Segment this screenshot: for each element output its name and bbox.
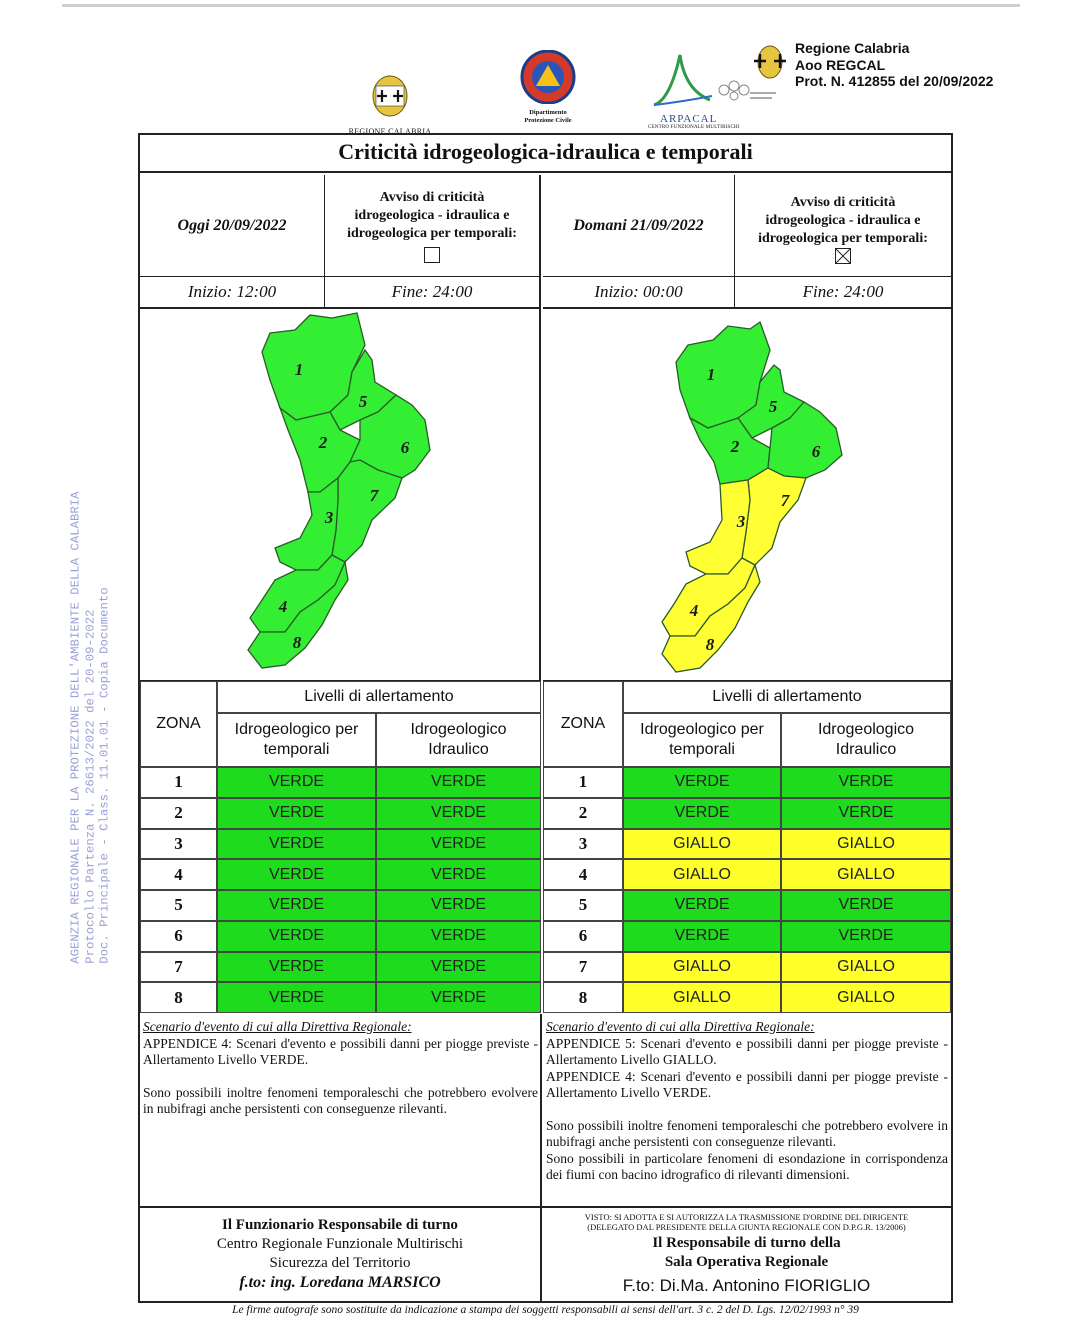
tomorrow-inizio: Inizio: 00:00 [543,277,735,309]
tomorrow-scenario-p3: Sono possibili inoltre fenomeni temporaleschi che potrebbero evolvere in nubifragi anche persistenti con conseguenze rilevanti. [546,1117,948,1149]
today-row-6-zona: 6 [140,921,217,952]
today-col1-header-line-1: Idrogeologico per [234,721,359,738]
protocol-block [795,40,993,90]
today-scenario-p1: APPENDICE 4: Scenari d'evento e possibili danni per piogge previste - Allertamento Livello VERDE. [143,1035,538,1067]
today-row-7-temporali: VERDE [217,952,376,983]
tomorrow-col1-header-line-1: Idrogeologico per [640,721,764,738]
page-title: Criticità idrogeologica-idraulica e temporali [138,133,953,173]
tomorrow-row-8-temporali: GIALLO [623,982,781,1013]
tomorrow-col1-header-line-2: temporali [669,741,735,758]
left-signature-line-3: Sicurezza del Territorio [269,1255,411,1271]
tomorrow-map-zone-7 [742,468,806,565]
tomorrow-scenario-p2: APPENDICE 4: Scenari d'evento e possibili danni per piogge previste - Allertamento Livello VERDE. [546,1068,948,1100]
stamp-line-1: AGENZIA REGIONALE PER LA PROTEZIONE DELL'AMBIENTE DELLA CALABRIA [68,491,83,964]
tomorrow-map-label-1: 1 [706,365,716,384]
today-col2-header-line-2: Idraulico [428,741,489,758]
tomorrow-map-label-7: 7 [780,491,790,510]
tomorrow-row-8-zona: 8 [543,982,623,1013]
today-avviso-line-2: idrogeologica - idraulica e [354,208,510,223]
tomorrow-col2-header-line-2: Idraulico [835,741,897,758]
tomorrow-row-6-idraulico: VERDE [781,921,951,952]
stamp-line-3: Doc. Principale - Class. 11.01.01 - Copia Documento [97,587,112,964]
today-avviso [325,175,541,277]
today-row-2-idraulico: VERDE [376,798,541,829]
today-col1-header-line-2: temporali [263,741,330,758]
arpacal-caption: CENTRO FUNZIONALE MULTIRISCHI [648,125,740,130]
tomorrow-row-3-temporali: GIALLO [623,829,781,860]
today-row-1-zona: 1 [140,767,217,798]
today-fine: Fine: 24:00 [325,277,541,309]
tomorrow-scenario-p4: Sono possibili in particolare fenomeni di esondazione in corrispondenza dei fiumi con bacino idrografico di rilevanti dimensioni. [546,1150,948,1182]
today-scenario [143,1019,538,1118]
tomorrow-row-5-idraulico: VERDE [781,890,951,921]
today-inizio: Inizio: 12:00 [140,277,325,309]
today-date-label: Oggi 20/09/2022 [140,175,325,277]
right-signature-name: F.to: Di.Ma. Antonino FIORIGLIO [622,1276,871,1295]
regione-calabria-logo [340,72,440,136]
today-avviso-line-3: idrogeologica per temporali: [347,226,517,241]
today-map-label-2: 2 [318,433,328,452]
tomorrow-row-4-zona: 4 [543,859,623,890]
tomorrow-scenario-p1: APPENDICE 5: Scenari d'evento e possibili danni per piogge previste - Allertamento Livello GIALLO. [546,1035,948,1067]
today-row-5-zona: 5 [140,890,217,921]
tomorrow-avviso-line-1: Avviso di criticità [790,195,896,210]
protezione-civile-icon [508,50,588,104]
tomorrow-col1-header [623,713,781,767]
today-map-label-6: 6 [400,438,410,457]
tomorrow-row-5-zona: 5 [543,890,623,921]
today-livelli-header: Livelli di allertamento [217,681,541,713]
scenario-divider [540,1014,542,1206]
top-divider [62,4,1020,7]
today-zona-header: ZONA [140,681,217,767]
today-row-8-zona: 8 [140,982,217,1013]
today-row-4-idraulico: VERDE [376,859,541,890]
tomorrow-row-4-idraulico: GIALLO [781,859,951,890]
arpacal-wordmark: ARPACAL [660,113,718,125]
today-map-label-5: 5 [358,392,368,411]
today-row-7-zona: 7 [140,952,217,983]
today-map-label-4: 4 [278,597,288,616]
tomorrow-avviso-line-2: idrogeologica - idraulica e [765,213,921,228]
left-signature-title: Il Funzionario Responsabile di turno [222,1217,458,1233]
tomorrow-map-label-3: 3 [736,512,746,531]
today-map-zone-7 [332,460,402,562]
today-row-3-zona: 3 [140,829,217,860]
right-signature-small-1: VISTO: SI ADOTTA E SI AUTORIZZA LA TRASMISSIONE D'ORDINE DEL DIRIGENTE [584,1212,909,1222]
left-signature-line-2: Centro Regionale Funzionale Multirischi [216,1236,464,1252]
left-signature [140,1216,540,1292]
logo-mid-caption-1: Dipartimento [529,109,567,116]
tomorrow-row-4-temporali: GIALLO [623,859,781,890]
today-map-panel [140,309,541,681]
today-scenario-heading: Scenario d'evento di cui alla Direttiva Regionale: [143,1019,412,1034]
protocol-line-2: Aoo REGCAL [795,56,886,73]
today-row-2-zona: 2 [140,798,217,829]
tomorrow-map-label-4: 4 [689,601,699,620]
protocol-line-1: Regione Calabria [795,40,910,56]
today-calabria-map [140,309,539,681]
tomorrow-avviso [735,175,951,277]
tomorrow-row-3-zona: 3 [543,829,623,860]
tomorrow-row-2-temporali: VERDE [623,798,781,829]
today-col1-header [217,713,376,767]
today-row-5-temporali: VERDE [217,890,376,921]
tomorrow-scenario [546,1019,948,1184]
calabria-small-shield-icon [750,40,790,84]
stamp-line-2: Protocollo Partenza N. 26613/2022 del 20-09-2022 [82,609,97,964]
tomorrow-map-panel [543,309,951,681]
tomorrow-map-label-2: 2 [730,437,740,456]
today-row-3-idraulico: VERDE [376,829,541,860]
tomorrow-row-7-temporali: GIALLO [623,952,781,983]
right-signature [542,1212,951,1297]
footer-note: Le firme autografe sono sostituite da indicazione a stampa dei soggetti responsabili ai sensi dell'art. 3 c. 2 del D. Lgs. 12/02/1993 n° 39 [232,1304,859,1316]
logo-mid-caption-2: Protezione Civile [524,117,572,124]
tomorrow-scenario-heading: Scenario d'evento di cui alla Direttiva Regionale: [546,1019,815,1034]
tomorrow-row-6-temporali: VERDE [623,921,781,952]
tomorrow-row-7-idraulico: GIALLO [781,952,951,983]
signature-top-border [138,1206,953,1208]
tomorrow-calabria-map [543,309,951,681]
tomorrow-avviso-checkbox-checked-icon[interactable] [835,248,851,264]
tomorrow-fine: Fine: 24:00 [735,277,951,309]
tomorrow-livelli-header: Livelli di allertamento [623,681,951,713]
tomorrow-row-1-zona: 1 [543,767,623,798]
tomorrow-map-label-8: 8 [705,635,715,654]
today-scenario-p2: Sono possibili inoltre fenomeni temporaleschi che potrebbero evolvere in nubifragi anche persistenti con conseguenze rilevanti. [143,1084,538,1116]
today-avviso-line-1: Avviso di criticità [379,190,485,205]
protezione-civile-logo [508,50,588,130]
tomorrow-map-label-5: 5 [768,397,778,416]
logo-left-caption: REGIONE CALABRIA [348,127,432,136]
tomorrow-map-label-6: 6 [811,442,821,461]
right-signature-title-2: Sala Operativa Regionale [664,1254,829,1270]
right-signature-title-1: Il Responsabile di turno della [652,1235,841,1251]
tomorrow-col2-header-line-1: Idrogeologico [817,721,915,738]
left-signature-name: f.to: ing. Loredana MARSICO [239,1274,441,1291]
protocol-line-3: Prot. N. 412855 del 20/09/2022 [795,73,994,89]
tomorrow-row-6-zona: 6 [543,921,623,952]
today-row-2-temporali: VERDE [217,798,376,829]
today-map-label-7: 7 [369,486,379,505]
tomorrow-row-7-zona: 7 [543,952,623,983]
protocol-logo [750,40,790,84]
today-row-7-idraulico: VERDE [376,952,541,983]
today-row-3-temporali: VERDE [217,829,376,860]
tomorrow-row-8-idraulico: GIALLO [781,982,951,1013]
today-row-8-idraulico: VERDE [376,982,541,1013]
tomorrow-date-label: Domani 21/09/2022 [543,175,735,277]
today-map-label-1: 1 [294,360,304,379]
today-row-4-temporali: VERDE [217,859,376,890]
today-col2-header [376,713,541,767]
today-row-8-temporali: VERDE [217,982,376,1013]
tomorrow-row-3-idraulico: GIALLO [781,829,951,860]
today-row-6-temporali: VERDE [217,921,376,952]
tomorrow-row-2-idraulico: VERDE [781,798,951,829]
today-col2-header-line-1: Idrogeologico [410,721,507,738]
right-signature-small-2: (DELEGATO DAL PRESIDENTE DELLA GIUNTA REGIONALE CON D.P.G.R. 13/2006) [587,1222,906,1232]
today-row-6-idraulico: VERDE [376,921,541,952]
tomorrow-row-1-temporali: VERDE [623,767,781,798]
side-protocol-stamp [68,424,112,964]
today-map-label-8: 8 [292,633,302,652]
tomorrow-avviso-line-3: idrogeologica per temporali: [758,231,928,246]
tomorrow-col2-header [781,713,951,767]
tomorrow-row-1-idraulico: VERDE [781,767,951,798]
today-map-label-3: 3 [324,508,334,527]
calabria-shield-icon [340,72,440,120]
today-row-1-idraulico: VERDE [376,767,541,798]
tomorrow-row-2-zona: 2 [543,798,623,829]
today-row-4-zona: 4 [140,859,217,890]
logo-mid-caption [508,109,588,125]
tomorrow-row-5-temporali: VERDE [623,890,781,921]
tomorrow-zona-header: ZONA [543,681,623,767]
today-row-5-idraulico: VERDE [376,890,541,921]
today-avviso-checkbox[interactable] [424,247,440,263]
today-row-1-temporali: VERDE [217,767,376,798]
